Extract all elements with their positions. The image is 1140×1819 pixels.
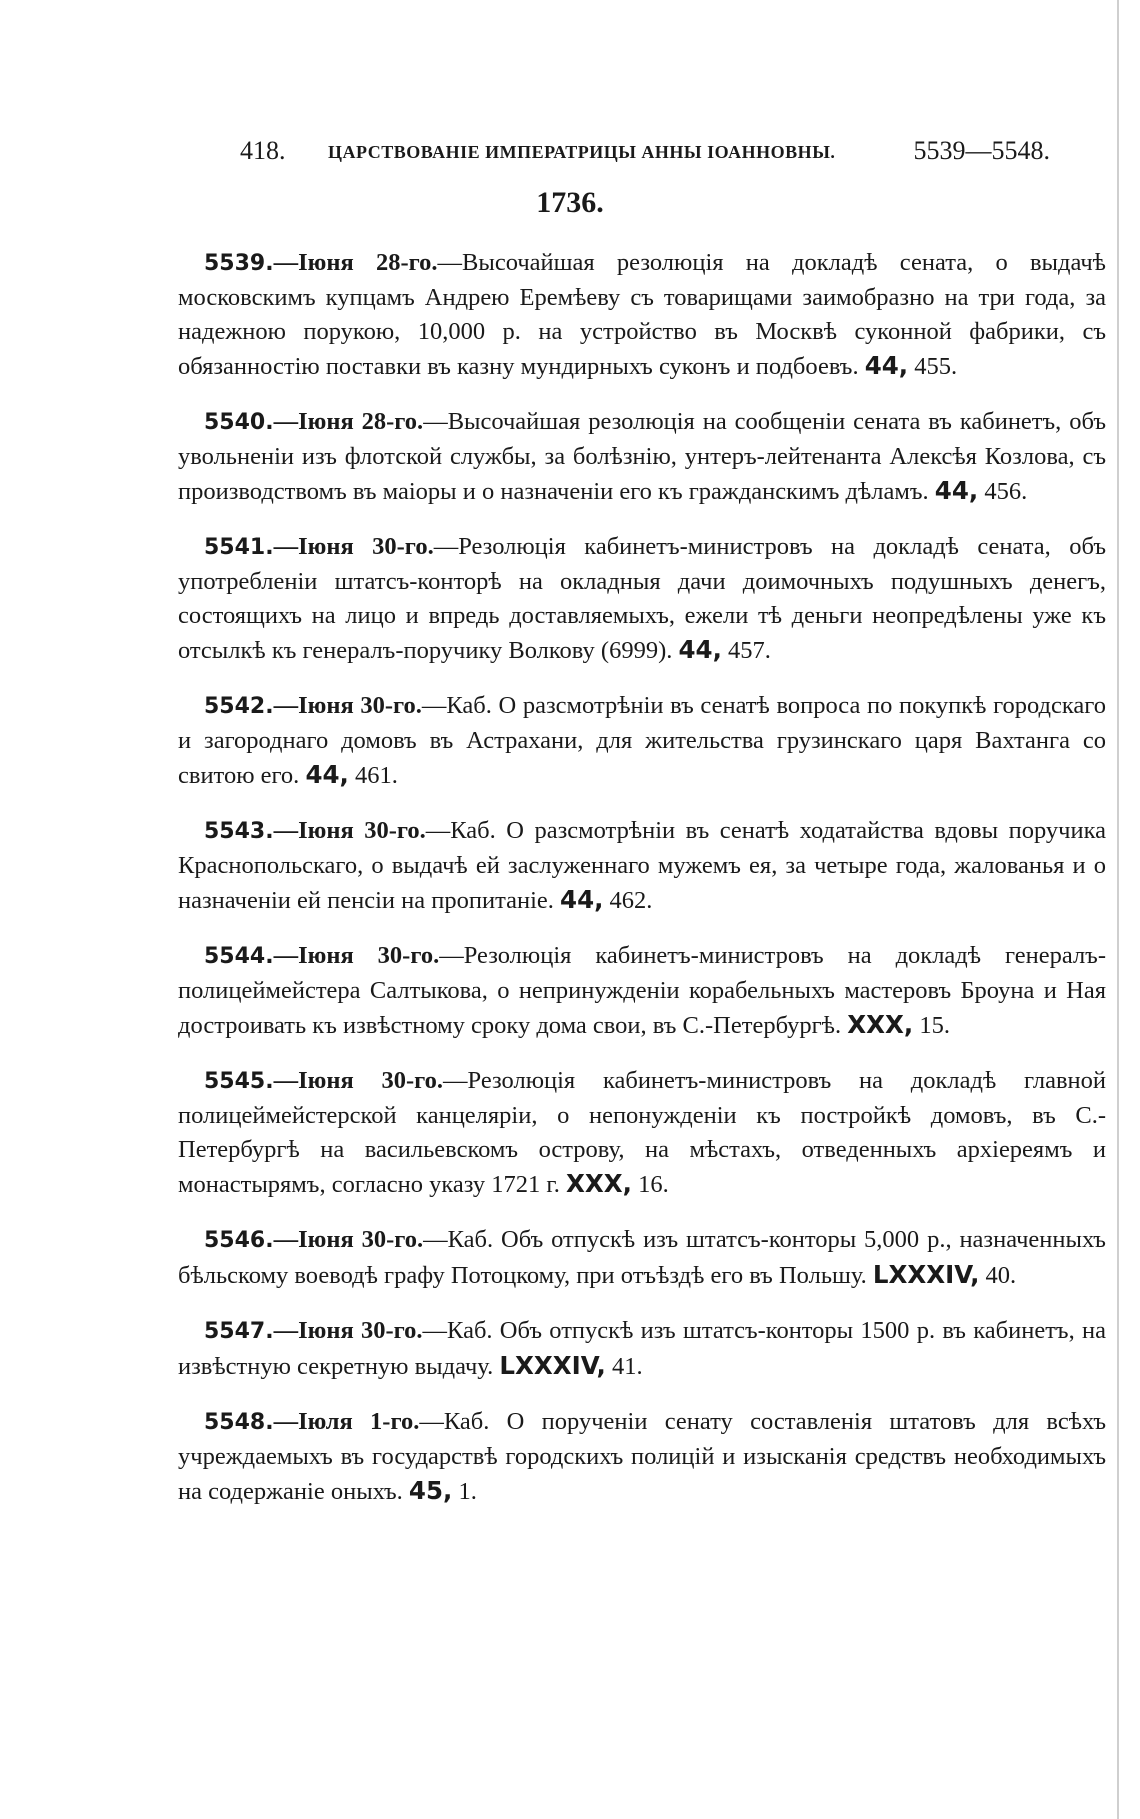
entry-5547 — [178, 1314, 1106, 1384]
entry-number: 5539. — [204, 251, 274, 276]
entry-page: 41. — [605, 1353, 643, 1380]
entry-number: 5546. — [204, 1228, 274, 1253]
entry-5546 — [178, 1223, 1106, 1293]
entry-number: 5545. — [204, 1069, 274, 1094]
entry-volume: 44, — [934, 476, 979, 505]
entry-page: 16. — [631, 1171, 669, 1198]
entry-number: 5543. — [204, 819, 274, 844]
entry-date: —Іюня 30-го. — [273, 942, 440, 969]
entry-text: —Резолюція кабинетъ-министровъ на докладѣ сената, объ употребленіи штатсъ-конторѣ на окладныя дачи доимочныхъ подушныхъ денегъ, состоящихъ на лицо и впредь доставляемыхъ, ежели тѣ деньги неопредѣлены уже къ отсылкѣ къ генералъ-поручику Волкову (6999). — [178, 533, 1106, 664]
entry-page: 462. — [603, 887, 653, 914]
entry-number: 5547. — [204, 1319, 274, 1344]
entry-date: —Іюня 30-го. — [273, 692, 422, 719]
entry-date: —Іюня 28-го. — [273, 249, 438, 276]
entry-volume: LXXXIV, — [499, 1351, 606, 1380]
entry-5545 — [178, 1064, 1106, 1202]
entry-page: 1. — [452, 1478, 477, 1505]
entry-volume: XXX, — [847, 1010, 914, 1039]
entry-volume: LXXXIV, — [872, 1260, 980, 1289]
entries-list — [178, 246, 1106, 1530]
entry-number: 5548. — [204, 1410, 274, 1435]
entry-date: —Іюня 30-го. — [273, 817, 426, 844]
entry-page: 40. — [979, 1262, 1017, 1289]
entry-number: 5540. — [204, 410, 274, 435]
entry-5548 — [178, 1405, 1106, 1509]
entry-volume: XXX, — [565, 1169, 632, 1198]
entry-number: 5542. — [204, 694, 274, 719]
entry-date: —Іюня 30-го. — [273, 1067, 444, 1094]
page-header — [240, 136, 1050, 172]
entry-page: 15. — [913, 1012, 950, 1039]
entry-text: —Резолюція кабинетъ-министровъ на докладѣ генералъ-полицеймейстера Салтыкова, о непринужденіи корабельныхъ мастеровъ Броуна и Ная достроивать къ извѣстному сроку дома свои, въ С.-Петербургѣ. — [178, 942, 1106, 1039]
entry-page: 456. — [978, 478, 1028, 505]
entry-text: —Высочайшая резолюція на сообщеніи сената въ кабинетъ, объ увольненіи изъ флотской службы, за болѣзнію, унтеръ-лейтенанта Алексѣя Козлова, съ производствомъ въ маіоры и о назначеніи его къ гражданскимъ дѣламъ. — [178, 408, 1106, 505]
entry-volume: 44, — [560, 885, 604, 914]
entry-5542 — [178, 689, 1106, 793]
entry-range: 5539—5548. — [913, 136, 1050, 165]
entry-number: 5541. — [204, 535, 274, 560]
entry-5541 — [178, 530, 1106, 668]
entry-5543 — [178, 814, 1106, 918]
entry-date: —Іюня 30-го. — [273, 1317, 423, 1344]
entry-number: 5544. — [204, 944, 274, 969]
entry-date: —Іюня 30-го. — [273, 533, 434, 560]
entry-text: —Каб. О порученіи сенату составленія штатовъ для всѣхъ учреждаемыхъ въ государствѣ городскихъ полицій и изысканія средствъ необходимыхъ на содержаніе оныхъ. — [178, 1408, 1106, 1505]
entry-volume: 45, — [408, 1476, 453, 1505]
entry-page: 457. — [721, 637, 771, 664]
entry-volume: 44, — [305, 760, 349, 789]
year-heading: 1736. — [536, 186, 604, 219]
page-number: 418. — [240, 136, 286, 165]
entry-text: —Каб. О разсмотрѣніи въ сенатѣ вопроса по покупкѣ городскаго и загороднаго домовъ въ Астрахани, для жительства грузинскаго царя Вахтанга со свитою его. — [178, 692, 1106, 789]
entry-5544 — [178, 939, 1106, 1043]
entry-date: —Іюня 30-го. — [273, 1226, 424, 1253]
entry-text: —Высочайшая резолюція на докладѣ сената, о выдачѣ московскимъ купцамъ Андрею Еремѣеву съ товарищами заимобразно на три года, за надежною порукою, 10,000 р. на устройство въ Москвѣ суконной фабрики, съ обязанностію поставки въ казну мундирныхъ суконъ и подбоевъ. — [178, 249, 1106, 380]
entry-date: —Іюня 28-го. — [273, 408, 424, 435]
entry-5540 — [178, 405, 1106, 509]
running-title: ЦАРСТВОВАНІЕ ИМПЕРАТРИЦЫ АННЫ ІОАННОВНЫ. — [328, 142, 836, 162]
page-edge-line — [1117, 0, 1119, 1819]
entry-volume: 44, — [678, 635, 722, 664]
entry-date: —Іюля 1-го. — [273, 1408, 420, 1435]
entry-text: —Резолюція кабинетъ-министровъ на докладѣ главной полицеймейстерской канцеляріи, о непонужденіи къ постройкѣ домовъ, въ С.-Петербургѣ на васильевскомъ острову, на мѣстахъ, отведенныхъ архіереямъ и монастырямъ, согласно указу 1721 г. — [178, 1067, 1106, 1198]
entry-text: —Каб. Объ отпускѣ изъ штатсъ-конторы 5,000 р., назначенныхъ бѣльскому воеводѣ графу Потоцкому, при отъѣздѣ его въ Польшу. — [178, 1226, 1106, 1289]
entry-volume: 44, — [864, 351, 909, 380]
entry-text: —Каб. О разсмотрѣніи въ сенатѣ ходатайства вдовы поручика Краснопольскаго, о выдачѣ ей заслуженнаго мужемъ ея, за четыре года, жалованья и о назначеніи ей пенсіи на пропитаніе. — [178, 817, 1106, 914]
entry-page: 461. — [348, 762, 398, 789]
entry-page: 455. — [908, 353, 958, 380]
entry-text: —Каб. Объ отпускѣ изъ штатсъ-конторы 1500 р. въ кабинетъ, на извѣстную секретную выдачу. — [178, 1317, 1106, 1380]
entry-5539 — [178, 246, 1106, 384]
